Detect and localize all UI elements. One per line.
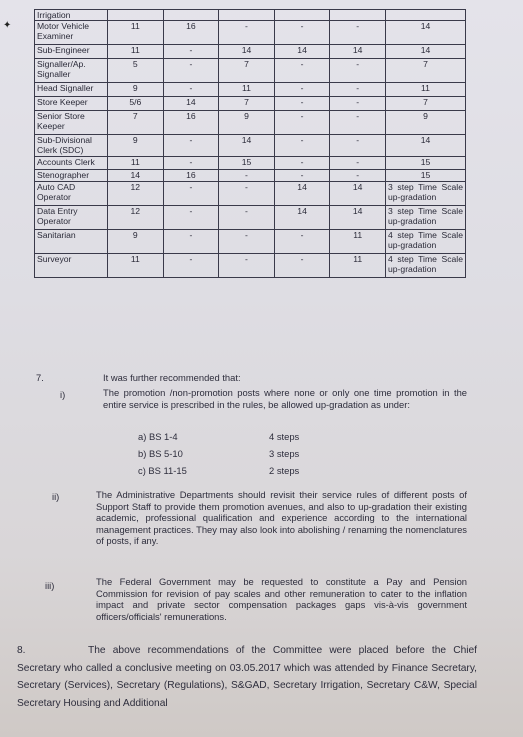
post-name-cell: Head Signaller [35,83,108,97]
para-8-number: 8. [17,645,26,656]
scale-cell: - [274,254,330,278]
scale-cell: - [163,135,219,157]
post-name-cell: Sanitarian [35,230,108,254]
post-name-cell: Senior Store Keeper [35,111,108,135]
remarks-cell: 9 [386,111,466,135]
step-value: 4 steps [269,431,300,442]
scale-cell: - [274,230,330,254]
remarks-cell: 14 [386,45,466,59]
scale-cell: - [163,206,219,230]
step-row [138,460,299,477]
scale-cell: 7 [219,97,275,111]
scale-cell: - [274,59,330,83]
step-row [138,430,299,443]
scale-cell: 15 [219,157,275,170]
remarks-cell: 7 [386,97,466,111]
post-name-cell: Sub-Engineer [35,45,108,59]
table-row [35,206,466,230]
table-row [35,170,466,182]
scale-cell: 14 [274,206,330,230]
scale-cell: 14 [330,45,386,59]
remarks-cell: 14 [386,21,466,45]
scale-cell [274,10,330,21]
scale-cell: 12 [108,206,164,230]
scale-cell: - [330,59,386,83]
step-value: 3 steps [269,448,300,459]
scale-cell: 12 [108,182,164,206]
scale-cell: - [330,135,386,157]
table-row [35,182,466,206]
table-body [35,10,466,278]
scale-cell: 11 [219,83,275,97]
table-row [35,111,466,135]
scale-cell: - [163,182,219,206]
scale-cell: - [219,170,275,182]
scale-cell: - [163,230,219,254]
scale-cell: 14 [330,206,386,230]
item-iii-text: The Federal Government may be requested to constitute a Pay and Pension Commission for revision of pay scales and other remuneration to cater to the inflation impact and private sector compensation packages gaps vis-à-vis government officers/officials' remunerations. [96,576,467,622]
para-8-text: The above recommendations of the Committee were placed before the Chief Secretary who called a conclusive meeting on 03.05.2017 which was attended by Finance Secretary, Secretary (Services), Secretary (Regulations), S&GAD, Secretary Irrigation, Secretary C&W, Special Secretary Housing and Additional [17,645,477,709]
remarks-cell: 3 step Time Scale up-gradation [386,182,466,206]
scale-cell: - [274,97,330,111]
scale-cell: 16 [163,111,219,135]
table-row [35,135,466,157]
scale-cell: 14 [219,45,275,59]
step-label: b) BS 5-10 [138,448,183,459]
scale-cell: - [219,230,275,254]
item-ii-text: The Administrative Departments should revisit their service rules of different posts of Support Staff to provide them promotion avenues, and also to up-gradation their existing academic, professional qualification and experience according to the international management practices. They may also look into abolishing / renaming the nomenclatures of posts, if any. [96,489,467,547]
scale-cell: 9 [108,135,164,157]
scale-cell [108,10,164,21]
scale-cell: - [163,157,219,170]
scale-cell: - [330,83,386,97]
remarks-cell: 11 [386,83,466,97]
scale-cell [219,10,275,21]
table-row [35,59,466,83]
table-row [35,254,466,278]
scale-cell: - [330,21,386,45]
upgradation-table [34,9,466,278]
scale-cell: - [330,170,386,182]
table-row [35,21,466,45]
scale-cell: 7 [219,59,275,83]
scale-cell: 11 [330,254,386,278]
scale-cell: 11 [108,254,164,278]
scale-cell: 5/6 [108,97,164,111]
post-name-cell: Store Keeper [35,97,108,111]
item-iii-marker: iii) [45,580,55,591]
scale-cell: 11 [108,21,164,45]
scale-cell: 16 [163,21,219,45]
scale-cell: - [219,206,275,230]
margin-mark: ✦ [3,20,12,31]
remarks-cell: 4 step Time Scale up-gradation [386,230,466,254]
table-row [35,97,466,111]
step-label: c) BS 11-15 [138,465,187,476]
post-name-cell: Data Entry Operator [35,206,108,230]
table-row [35,45,466,59]
post-name-cell: Signaller/Ap. Signaller [35,59,108,83]
step-value: 2 steps [269,465,300,476]
remarks-cell: 4 step Time Scale up-gradation [386,254,466,278]
table-row [35,157,466,170]
scale-cell: 14 [163,97,219,111]
scale-cell: - [330,111,386,135]
table-row [35,230,466,254]
scale-cell: - [163,254,219,278]
post-name-cell: Accounts Clerk [35,157,108,170]
scale-cell: 9 [108,83,164,97]
scale-cell: 14 [274,45,330,59]
scale-cell: 14 [108,170,164,182]
table-row [35,83,466,97]
remarks-cell [386,10,466,21]
scale-cell [163,10,219,21]
post-name-cell: Motor Vehicle Examiner [35,21,108,45]
scale-cell: - [330,157,386,170]
scale-cell: - [219,254,275,278]
scale-cell: 9 [219,111,275,135]
scale-cell: 14 [219,135,275,157]
scale-cell: - [163,83,219,97]
table-row [35,10,466,21]
scale-cell: - [219,21,275,45]
scale-cell: 11 [108,45,164,59]
scale-cell: - [274,157,330,170]
remarks-cell: 7 [386,59,466,83]
scale-cell: - [219,182,275,206]
scale-cell: - [163,59,219,83]
paragraph-8 [17,642,477,712]
scale-cell: - [163,45,219,59]
post-name-cell: Irrigation [35,10,108,21]
scale-cell [330,10,386,21]
scale-cell: - [274,170,330,182]
remarks-cell: 15 [386,157,466,170]
remarks-cell: 15 [386,170,466,182]
scale-cell: - [274,111,330,135]
post-name-cell: Sub-Divisional Clerk (SDC) [35,135,108,157]
scale-cell: 16 [163,170,219,182]
post-name-cell: Auto CAD Operator [35,182,108,206]
scale-cell: 11 [108,157,164,170]
scale-cell: 9 [108,230,164,254]
para-7-number: 7. [36,372,44,383]
scale-cell: 5 [108,59,164,83]
step-label: a) BS 1-4 [138,431,178,442]
post-name-cell: Stenographer [35,170,108,182]
para-7-intro: It was further recommended that: [103,372,241,383]
item-i-text: The promotion /non-promotion posts where none or only one time promotion in the entire service is prescribed in the rules, be allowed up-gradation as under: [103,387,467,410]
scale-cell: - [274,83,330,97]
scale-cell: 7 [108,111,164,135]
remarks-cell: 14 [386,135,466,157]
scale-cell: - [274,21,330,45]
scale-cell: 11 [330,230,386,254]
scale-cell: 14 [330,182,386,206]
remarks-cell: 3 step Time Scale up-gradation [386,206,466,230]
scale-cell: - [274,135,330,157]
item-ii-marker: ii) [52,491,60,502]
post-name-cell: Surveyor [35,254,108,278]
scale-cell: 14 [274,182,330,206]
upgradation-steps [138,430,299,477]
step-row [138,443,299,460]
item-i-marker: i) [60,389,66,400]
scale-cell: - [330,97,386,111]
